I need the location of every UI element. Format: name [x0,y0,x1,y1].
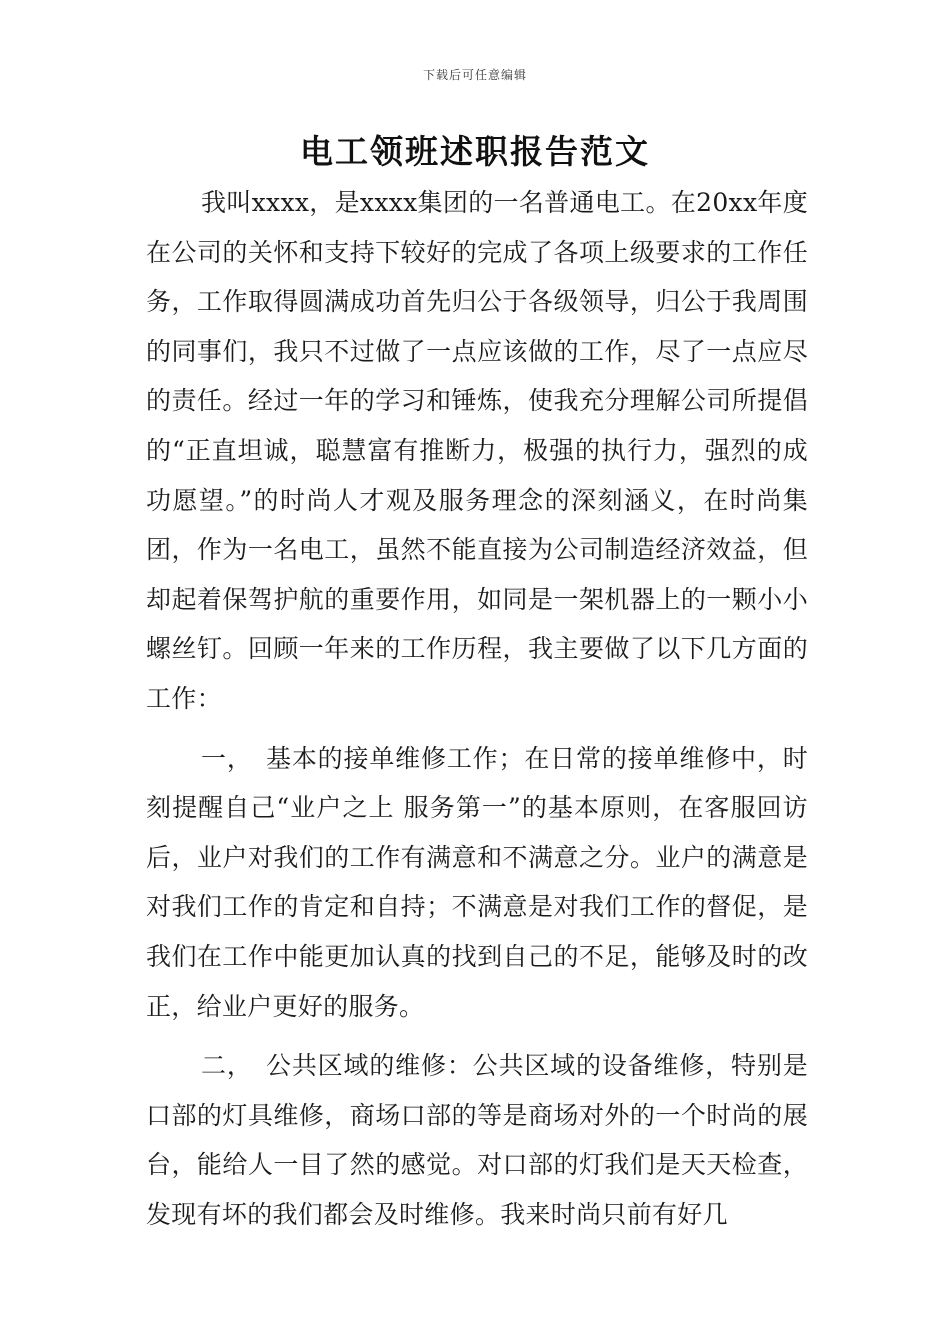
document-title: 电工领班述职报告范文 [300,132,650,171]
paragraph-intro: 我叫xxxx，是xxxx集团的一名普通电工。在20xx年度在公司的关怀和支持下较好的完成了各项上级要求的工作任务，工作取得圆满成功首先归公于各级领导，归公于我周围的同事们，我只不过做了一点应该做的工作，尽了一点应尽的责任。经过一年的学习和锤炼，使我充分理解公司所提倡的“正直坦诚，聪慧富有推断力，极强的执行力，强烈的成功愿望。”的时尚人才观及服务理念的深刻涵义，在时尚集团，作为一名电工，虽然不能直接为公司制造经济效益，但却起着保驾护航的重要作用，如同是一架机器上的一颗小小螺丝钉。回顾一年来的工作历程，我主要做了以下几方面的工作： [146,188,808,713]
paragraph-item-two: 二， 公共区域的维修：公共区域的设备维修，特别是口部的灯具维修，商场口部的等是商场对外的一个时尚的展台，能给人一目了然的感觉。对口部的灯我们是天天检查，发现有坏的我们都会及时维修。我来时尚只前有好几 [146,1051,808,1229]
header-note: 下载后可任意编辑 [422,68,527,82]
document-body [146,178,808,1239]
paragraph-item-one: 一， 基本的接单维修工作；在日常的接单维修中，时刻提醒自己“业户之上 服务第一”的基本原则，在客服回访后，业户对我们的工作有满意和不满意之分。业户的满意是对我们工作的肯定和自持；不满意是对我们工作的督促，是我们在工作中能更加认真的找到自己的不足，能够及时的改正，给业户更好的服务。 [146,743,808,1021]
